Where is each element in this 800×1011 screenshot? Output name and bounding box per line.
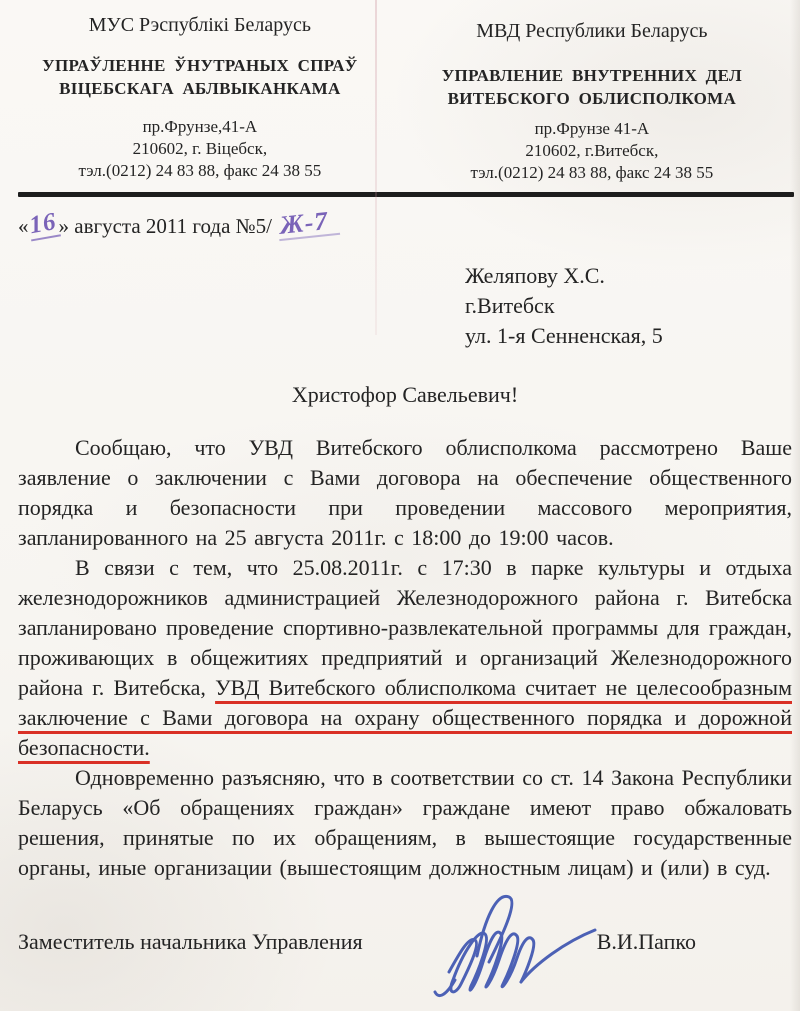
address-block-by	[18, 116, 382, 182]
date-quote-open: «	[18, 214, 29, 238]
address-phone-by: тэл.(0212) 24 83 88, факс 24 38 55	[78, 161, 322, 180]
body-paragraph-2	[18, 553, 792, 763]
address-city-by: 210602, г. Віцебск,	[132, 139, 268, 158]
department-line1-by: УПРАЎЛЕННЕ ЎНУТРАНЫХ СПРАЎ	[42, 56, 358, 75]
address-block-ru	[392, 118, 792, 184]
address-city-ru: 210602, г.Витебск,	[525, 141, 659, 160]
ministry-name-ru: МВД Республики Беларусь	[476, 20, 708, 42]
letterhead-belarusian	[18, 12, 382, 184]
signature-descender-hook	[435, 980, 455, 996]
handwritten-day: 16	[26, 208, 61, 242]
handwritten-outgoing-number: Ж-7	[276, 206, 339, 241]
paragraph-2-text: В связи с тем, что 25.08.2011г. с 17:30 в парке культуры и отдыха железнодорожников администрацией Железнодорожного района г. Витебска запланировано проведение спортивно-развлекательной программы для граждан, проживающих в общежитиях предприятий и организаций Железнодорожного района г. Витебска,	[18, 555, 792, 700]
address-street-by: пр.Фрунзе,41-А	[142, 117, 258, 136]
salutation: Христофор Савельевич!	[291, 382, 519, 407]
addressee-street: ул. 1-я Сенненская, 5	[465, 323, 663, 348]
address-street-ru: пр.Фрунзе 41-А	[534, 119, 650, 138]
header-divider	[18, 192, 794, 197]
letterhead-russian	[382, 12, 792, 184]
date-printed-text: » августа 2011 года №5/	[58, 214, 273, 238]
addressee-block	[465, 261, 792, 351]
department-name-ru	[392, 64, 792, 110]
department-line2-ru: ВИТЕБСКОГО ОБЛИСПОЛКОМА	[447, 89, 737, 108]
signer-name: В.И.Папко	[596, 929, 696, 954]
department-name-by	[18, 54, 382, 100]
signature-row	[18, 927, 792, 957]
red-underlined-statement: УВД Витебского облисполкома считает не целесообразным заключение с Вами договора на охрану общественного порядка и дорожной безопасности.	[18, 675, 792, 760]
body-paragraph-3: Одновременно разъясняю, что в соответствии со ст. 14 Закона Республики Беларусь «Об обращениях граждан» граждане имеют право обжаловать решения, принятые по их обращениям, в вышестоящие государственные органы, иные организации (вышестоящим должностным лицам) и (или) в суд.	[18, 765, 792, 880]
addressee-name: Желяпову Х.С.	[465, 263, 605, 288]
reference-date-line	[18, 205, 792, 241]
department-line1-ru: УПРАВЛЕНИЕ ВНУТРЕННИХ ДЕЛ	[441, 66, 742, 85]
addressee-city: г.Витебск	[465, 293, 555, 318]
letterhead	[18, 12, 792, 184]
ministry-name-by: МУС Рэспублікі Беларусь	[88, 14, 311, 36]
address-phone-ru: тэл.(0212) 24 83 88, факс 24 38 55	[470, 163, 714, 182]
signer-title: Заместитель начальника Управления	[18, 929, 363, 954]
department-line2-by: ВІЦЕБСКАГА АБЛВЫКАНКАМА	[59, 79, 341, 98]
body-paragraph-1: Сообщаю, что УВД Витебского облисполкома рассмотрено Ваше заявление о заключении с Вами договора на обеспечение общественного порядка и безопасности при проведении массового мероприятия, запланированного на 25 августа 2011г. с 18:00 до 19:00 часов.	[18, 435, 792, 550]
